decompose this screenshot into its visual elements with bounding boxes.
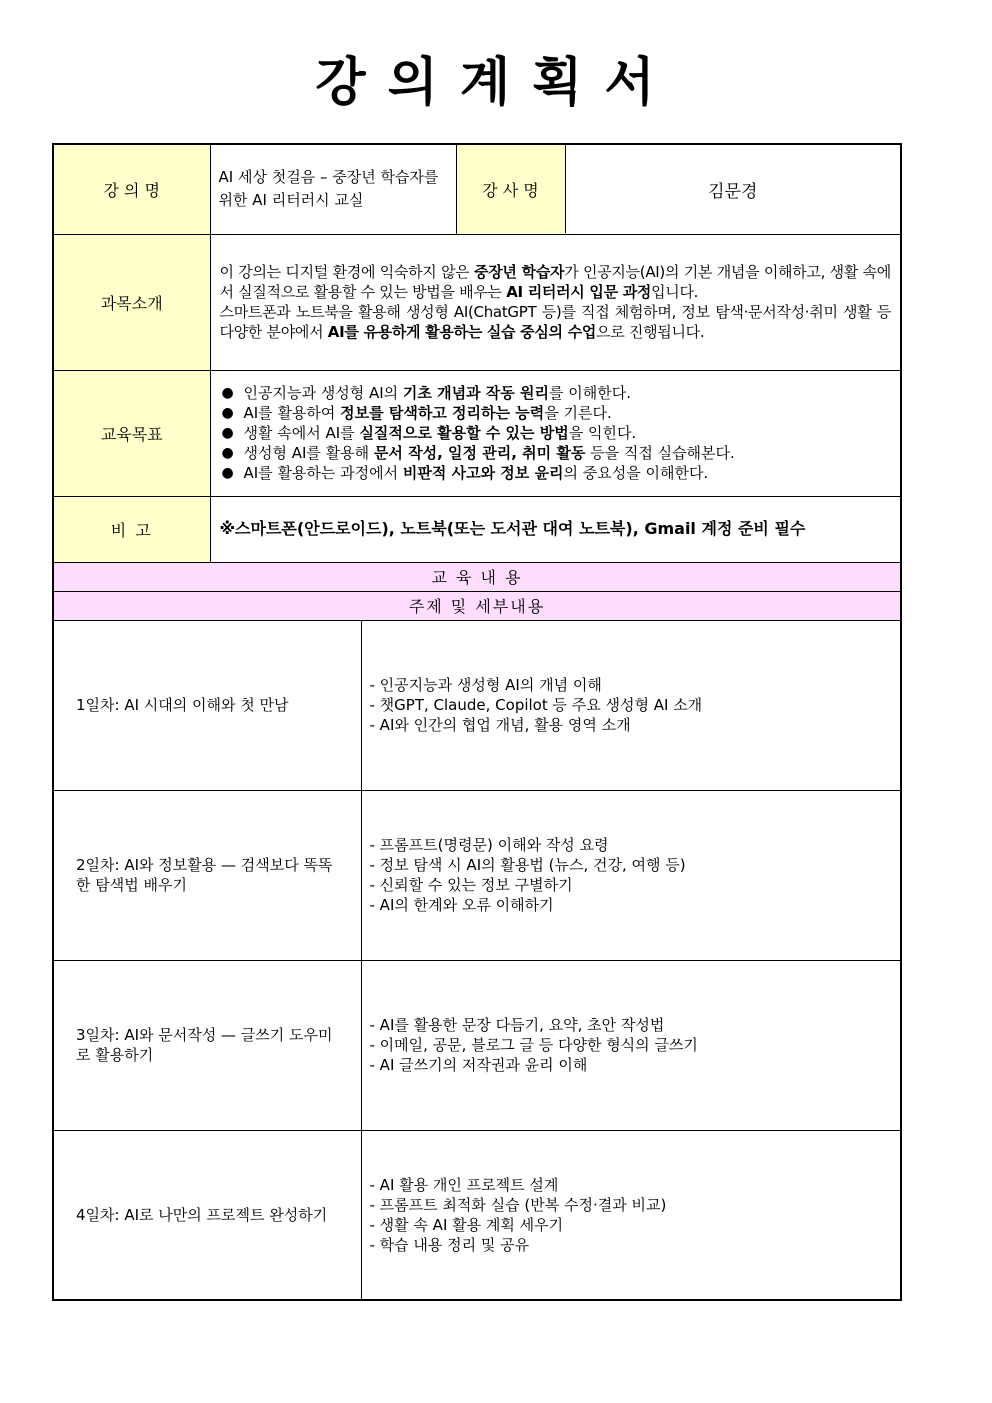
course-row bbox=[53, 144, 901, 234]
session-title: 1일차: AI 시대의 이해와 첫 만남 bbox=[53, 620, 361, 790]
session-row bbox=[53, 790, 901, 960]
session-row bbox=[53, 620, 901, 790]
remarks-row bbox=[53, 496, 901, 562]
instructor-value: 김문경 bbox=[708, 181, 758, 202]
session-details: - 인공지능과 생성형 AI의 개념 이해 - 챗GPT, Claude, Copilot 등 주요 생성형 AI 소개 - AI와 인간의 협업 개념, 활용 영역 소개 bbox=[361, 620, 901, 790]
goal-item: ● 생성형 AI를 활용해 문서 작성, 일정 관리, 취미 활동 등을 직접 실습해본다. bbox=[220, 443, 892, 463]
intro-label: 과목소개 bbox=[53, 234, 210, 370]
course-name-value: AI 세상 첫걸음 – 중장년 학습자를 위한 AI 리터러시 교실 bbox=[210, 144, 456, 234]
session-details: - 프롬프트(명령문) 이해와 작성 요령 - 정보 탐색 시 AI의 활용법 (뉴스, 건강, 여행 등) - 신뢰할 수 있는 정보 구별하기 - AI의 한계와 오류 이해하기 bbox=[361, 790, 901, 960]
goals-row bbox=[53, 370, 901, 496]
goals-label: 교육목표 bbox=[53, 370, 210, 496]
page-title: 강의계획서 bbox=[315, 53, 677, 113]
session-details: - AI 활용 개인 프로젝트 설계 - 프롬프트 최적화 실습 (반복 수정·결과 비교) - 생활 속 AI 활용 계획 세우기 - 학습 내용 정리 및 공유 bbox=[361, 1130, 901, 1300]
remarks-value: ※스마트폰(안드로이드), 노트북(또는 도서관 대여 노트북), Gmail 계정 준비 필수 bbox=[210, 496, 901, 562]
goal-item: ● 인공지능과 생성형 AI의 기초 개념과 작동 원리를 이해한다. bbox=[220, 383, 892, 403]
goal-item: ● 생활 속에서 AI를 실질적으로 활용할 수 있는 방법을 익힌다. bbox=[220, 423, 892, 443]
goals-list bbox=[220, 383, 892, 483]
topic-header-row bbox=[53, 591, 901, 620]
session-title: 2일차: AI와 정보활용 — 검색보다 똑똑한 탐색법 배우기 bbox=[53, 790, 361, 960]
session-title: 4일차: AI로 나만의 프로젝트 완성하기 bbox=[53, 1130, 361, 1300]
content-header-row bbox=[53, 562, 901, 591]
goals-list-cell bbox=[210, 370, 901, 496]
session-row bbox=[53, 1130, 901, 1300]
syllabus-table bbox=[52, 143, 902, 1301]
goal-item: ● AI를 활용하는 과정에서 비판적 사고와 정보 윤리의 중요성을 이해한다. bbox=[220, 463, 892, 483]
topic-header: 주제 및 세부내용 bbox=[53, 591, 901, 620]
course-name-label: 강 의 명 bbox=[53, 144, 210, 234]
intro-text: 이 강의는 디지털 환경에 익숙하지 않은 중장년 학습자가 인공지능(AI)의 기본 개념을 이해하고, 생활 속에서 실질적으로 활용할 수 있는 방법을 배우는 AI 리터러시 입문 과정입니다. 스마트폰과 노트북을 활용해 생성형 AI(ChatGPT 등)를 직접 체험하며, 정보 탐색·문서작성·취미 생활 등 다양한 분야에서 AI를 유용하게 활용하는 실습 중심의 수업으로 진행됩니다. bbox=[210, 234, 901, 370]
session-details: - AI를 활용한 문장 다듬기, 요약, 초안 작성법 - 이메일, 공문, 블로그 글 등 다양한 형식의 글쓰기 - AI 글쓰기의 저작권과 윤리 이해 bbox=[361, 960, 901, 1130]
content-header: 교 육 내 용 bbox=[53, 562, 901, 591]
goal-item: ● AI를 활용하여 정보를 탐색하고 정리하는 능력을 기른다. bbox=[220, 403, 892, 423]
session-row bbox=[53, 960, 901, 1130]
session-title: 3일차: AI와 문서작성 — 글쓰기 도우미로 활용하기 bbox=[53, 960, 361, 1130]
intro-row bbox=[53, 234, 901, 370]
instructor-label: 강 사 명 bbox=[457, 145, 566, 233]
remarks-label: 비 고 bbox=[53, 496, 210, 562]
